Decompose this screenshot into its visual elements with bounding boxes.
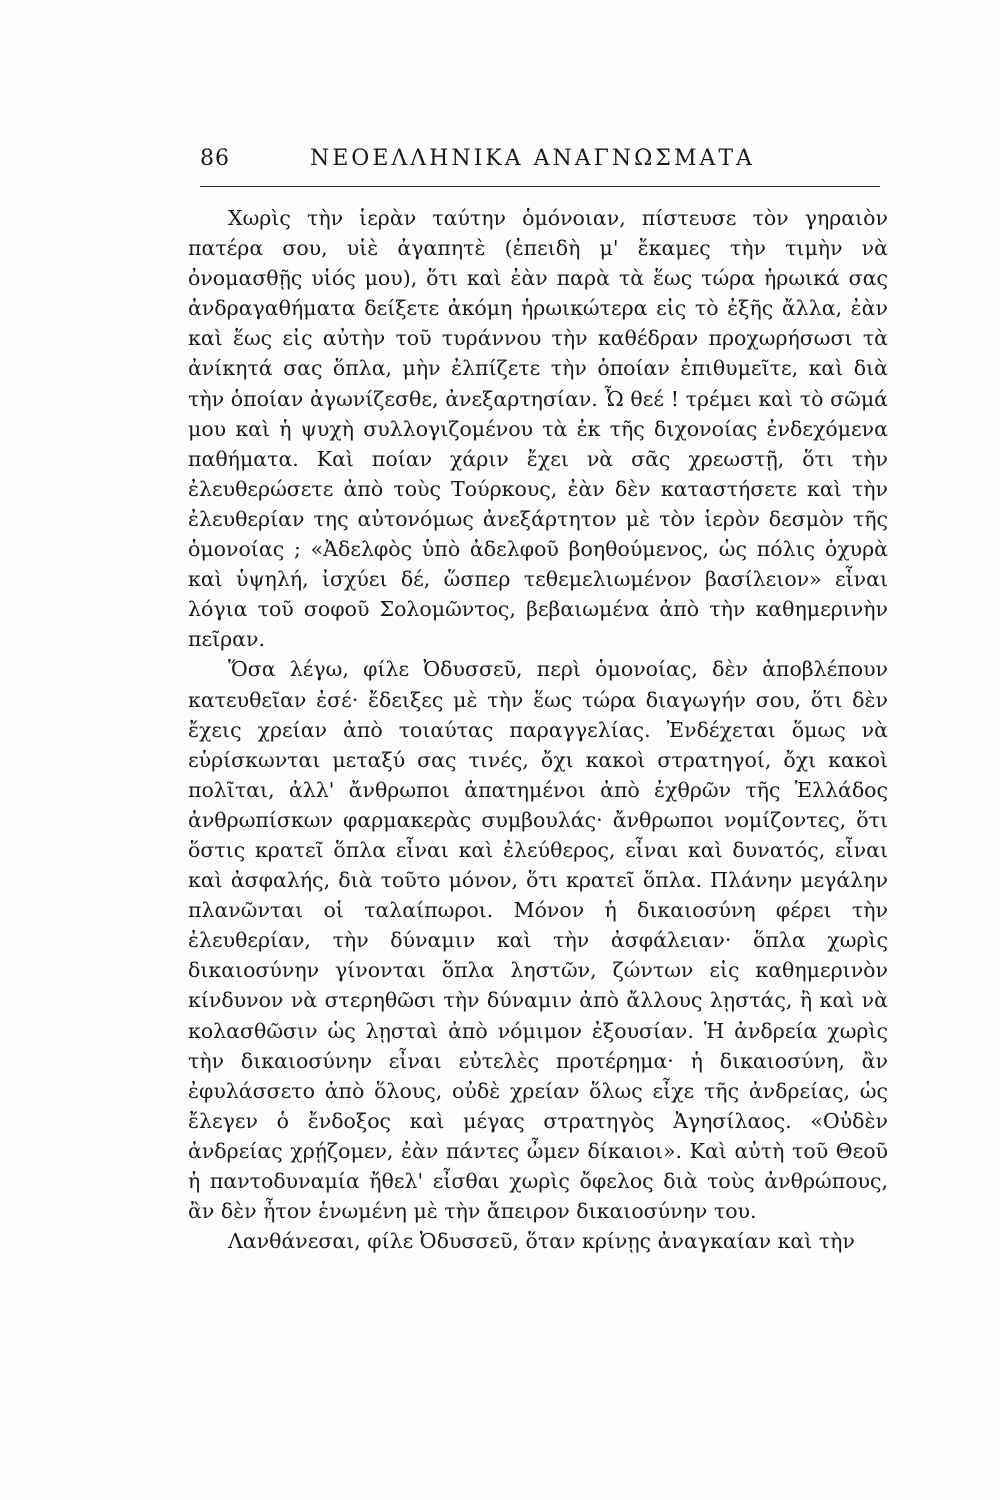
body-text [188, 203, 888, 1256]
paragraph: Λανθάνεσαι, φίλε Ὀδυσσεῦ, ὅταν κρίνῃς ἀναγκαίαν καὶ τὴν [228, 1229, 855, 1254]
page-number: 86 [200, 146, 230, 171]
running-title: ΝΕΟΕΛΛΗΝΙΚΑ ΑΝΑΓΝΩΣΜΑΤΑ [310, 146, 755, 171]
page-header [200, 146, 880, 186]
paragraph: Χωρὶς τὴν ἱερὰν ταύτην ὁμόνοιαν, πίστευσε τὸν γηραιὸν πατέρα σου, υἱὲ ἀγαπητὲ (ἐπειδὴ μ' ἔκαμες τὴν τιμὴν νὰ ὀνομασθῇς υἱός μου), ὅτι καὶ ἐὰν παρὰ τὰ ἕως τώρα ἡρωικά σας ἀνδραγαθήματα δείξετε ἀκόμη ἡρωικώτερα εἰς τὸ ἐξῆς ἄλλα, ἐὰν καὶ ἕως εἰς αὐτὴν τοῦ τυράννου τὴν καθέδραν προχωρήσωσι τὰ ἀνίκητά σας ὅπλα, μὴν ἐλπίζετε τὴν ὁποίαν ἐπιθυμεῖτε, καὶ διὰ τὴν ὁποίαν ἀγωνίζεσθε, ἀνεξαρτησίαν. Ὦ θεέ ! τρέμει καὶ τὸ σῶμά μου καὶ ἡ ψυχὴ συλλογιζομένου τὰ ἐκ τῆς διχονοίας ἐνδεχόμενα παθήματα. Καὶ ποίαν χάριν ἔχει νὰ σᾶς χρεωστῇ, ὅτι τὴν ἐλευθερώσετε ἀπὸ τοὺς Τούρκους, ἐὰν δὲν καταστήσετε καὶ τὴν ἐλευθερίαν της αὐτονόμως ἀνεξάρτητον μὲ τὸν ἱερὸν δεσμὸν τῆς ὁμονοίας ; «Ἀδελφὸς ὑπὸ ἀδελφοῦ βοηθούμενος, ὡς πόλις ὀχυρὰ καὶ ὑψηλή, ἰσχύει δέ, ὥσπερ τεθεμελιωμένον βασίλειον» εἶναι λόγια τοῦ σοφοῦ Σολομῶντος, βεβαιωμένα ἀπὸ τὴν καθημερινὴν πεῖραν. [188, 206, 888, 652]
paragraph: Ὅσα λέγω, φίλε Ὀδυσσεῦ, περὶ ὁμονοίας, δὲν ἀποβλέπουν κατευθεῖαν ἐσέ· ἔδειξες μὲ τὴν ἕως τώρα διαγωγήν σου, ὅτι δὲν ἔχεις χρείαν ἀπὸ τοιαύτας παραγγελίας. Ἐνδέχεται ὅμως νὰ εὑρίσκωνται μεταξύ σας τινές, ὄχι κακοὶ στρατηγοί, ὄχι κακοὶ πολῖται, ἀλλ' ἄνθρωποι ἀπατημένοι ἀπὸ ἐχθρῶν τῆς Ἑλλάδος ἀνθρωπίσκων φαρμακερὰς συμβουλάς· ἄνθρωποι νομίζοντες, ὅτι ὅστις κρατεῖ ὅπλα εἶναι καὶ ἐλεύθερος, εἶναι καὶ δυνατός, εἶναι καὶ ἀσφαλής, διὰ τοῦτο μόνον, ὅτι κρατεῖ ὅπλα. Πλάνην μεγάλην πλανῶνται οἱ ταλαίπωροι. Μόνον ἡ δικαιοσύνη φέρει τὴν ἐλευθερίαν, τὴν δύναμιν καὶ τὴν ἀσφάλειαν· ὅπλα χωρὶς δικαιοσύνην γίνονται ὅπλα ληστῶν, ζώντων εἰς καθημερινὸν κίνδυνον νὰ στερηθῶσι τὴν δύναμιν ἀπὸ ἄλλους λῃστάς, ἢ καὶ νὰ κολασθῶσιν ὡς λῃσταὶ ἀπὸ νόμιμον ἐξουσίαν. Ἡ ἀνδρεία χωρὶς τὴν δικαιοσύνην εἶναι εὐτελὲς προτέρημα· ἡ δικαιοσύνη, ἂν ἐφυλάσσετο ἀπὸ ὅλους, οὐδὲ χρείαν ὅλως εἶχε τῆς ἀνδρείας, ὡς ἔλεγεν ὁ ἔνδοξος καὶ μέγας στρατηγὸς Ἀγησίλαος. «Οὐδὲν ἀνδρείας χρῄζομεν, ἐὰν πάντες ὦμεν δίκαιοι». Καὶ αὐτὴ τοῦ Θεοῦ ἡ παντοδυναμία ἤθελ' εἶσθαι χωρὶς ὄφελος διὰ τοὺς ἀνθρώπους, ἂν δὲν ἦτον ἑνωμένη μὲ τὴν ἄπειρον δικαιοσύνην του. [188, 657, 888, 1224]
header-rule [200, 186, 880, 187]
